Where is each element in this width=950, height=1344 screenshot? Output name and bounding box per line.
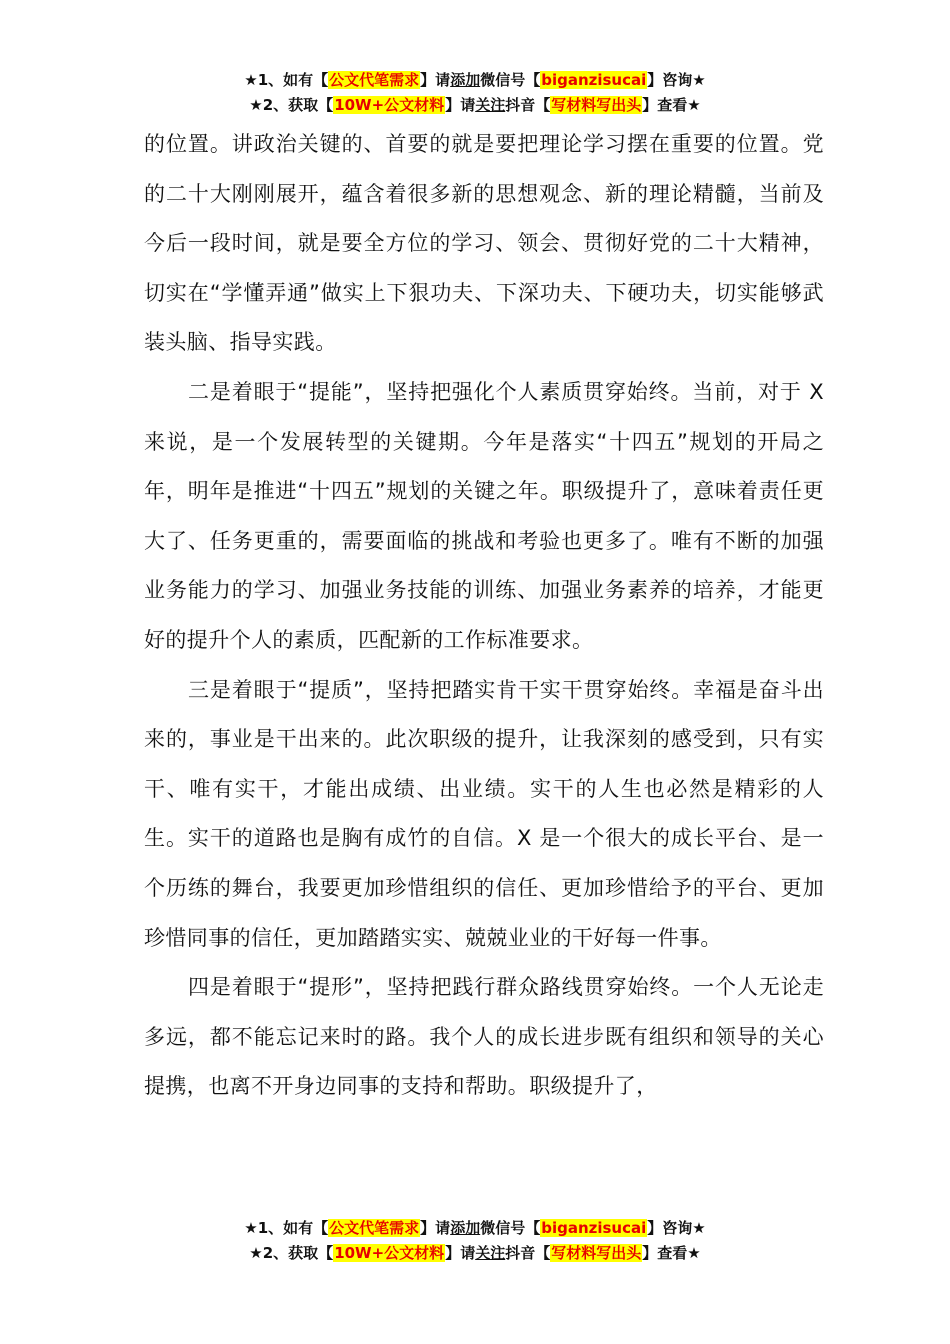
banner-text: ★2、获取【: [249, 1244, 334, 1262]
highlight-wechat-id: biganzisucai: [541, 71, 647, 89]
highlight-materials: 10W+公文材料: [334, 1244, 445, 1262]
highlight-materials: 10W+公文材料: [334, 96, 445, 114]
banner-line-2: [0, 1241, 950, 1266]
banner-underlined-text: 关注: [475, 1244, 506, 1262]
highlight-douyin-account: 写材料写出头: [551, 1244, 642, 1262]
highlight-wechat-id: biganzisucai: [541, 1219, 647, 1237]
banner-underlined-text: 添加: [450, 71, 481, 89]
banner-text: ★1、如有【: [244, 71, 329, 89]
banner-text: ★1、如有【: [244, 1219, 329, 1237]
banner-text: 】查看★: [642, 96, 701, 114]
banner-text: 】请: [445, 96, 476, 114]
banner-text: 】咨询★: [647, 71, 706, 89]
banner-text: 抖音【: [505, 1244, 551, 1262]
highlight-service: 公文代笔需求: [329, 71, 420, 89]
footer-banner: [0, 1216, 950, 1266]
banner-text: 抖音【: [505, 96, 551, 114]
banner-text: 】咨询★: [647, 1219, 706, 1237]
banner-line-2: [0, 93, 950, 118]
banner-text: 】请: [420, 1219, 451, 1237]
highlight-douyin-account: 写材料写出头: [551, 96, 642, 114]
banner-underlined-text: 添加: [450, 1219, 481, 1237]
banner-text: 微信号【: [480, 71, 541, 89]
paragraph-point-3: 三是着眼于“提质”，坚持把踏实肯干实干贯穿始终。幸福是奋斗出来的，事业是干出来的。此次职级的提升，让我深刻的感受到，只有实干、唯有实干，才能出成绩、出业绩。实干的人生也必然是精彩的人生。实干的道路也是胸有成竹的自信。X 是一个很大的成长平台、是一个历练的舞台，我要更加珍惜组织的信任、更加珍惜给予的平台、更加珍惜同事的信任，更加踏踏实实、兢兢业业的干好每一件事。: [144, 677, 824, 950]
banner-line-1: [0, 1216, 950, 1241]
header-banner: [0, 68, 950, 118]
document-body: [144, 120, 824, 1112]
paragraph-point-4: 四是着眼于“提形”，坚持把践行群众路线贯穿始终。一个人无论走多远，都不能忘记来时的路。我个人的成长进步既有组织和领导的关心提携，也离不开身边同事的支持和帮助。职级提升了，: [144, 975, 824, 1099]
paragraph-point-2: 二是着眼于“提能”，坚持把强化个人素质贯穿始终。当前，对于 X 来说，是一个发展转型的关键期。今年是落实“十四五”规划的开局之年，明年是推进“十四五”规划的关键之年。职级提升了，意味着责任更大了、任务更重的，需要面临的挑战和考验也更多了。唯有不断的加强业务能力的学习、加强业务技能的训练、加强业务素养的培养，才能更好的提升个人的素质，匹配新的工作标准要求。: [144, 379, 824, 652]
banner-text: ★2、获取【: [249, 96, 334, 114]
banner-text: 】查看★: [642, 1244, 701, 1262]
banner-text: 】请: [420, 71, 451, 89]
banner-text: 微信号【: [480, 1219, 541, 1237]
banner-underlined-text: 关注: [475, 96, 506, 114]
highlight-service: 公文代笔需求: [329, 1219, 420, 1237]
paragraph-continued: 的位置。讲政治关键的、首要的就是要把理论学习摆在重要的位置。党的二十大刚刚展开，蕴含着很多新的思想观念、新的理论精髓，当前及今后一段时间，就是要全方位的学习、领会、贯彻好党的二十大精神，切实在“学懂弄通”做实上下狠功夫、下深功夫、下硬功夫，切实能够武装头脑、指导实践。: [144, 132, 824, 355]
banner-line-1: [0, 68, 950, 93]
banner-text: 】请: [445, 1244, 476, 1262]
